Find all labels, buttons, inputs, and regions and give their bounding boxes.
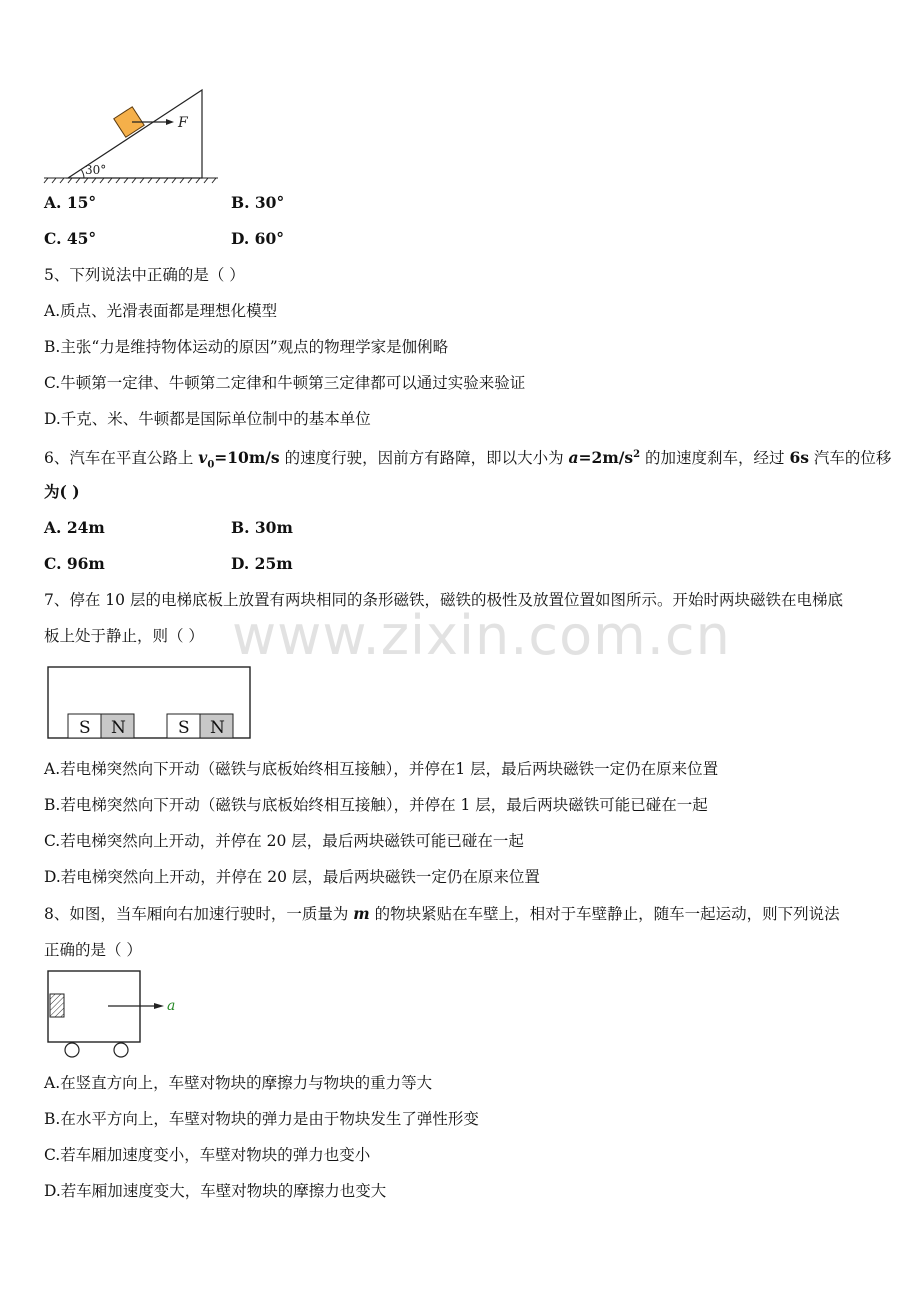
q8-stem-line2: 正确的是（ ） (44, 941, 142, 959)
q7-option-d: D.若电梯突然向上开动，并停在 20 层，最后两块磁铁一定仍在原来位置 (44, 868, 540, 886)
elevator-figure (46, 665, 254, 741)
force-label: F (178, 115, 188, 131)
q7-option-a: A.若电梯突然向下开动（磁铁与底板始终相互接触），并停在1 层，最后两块磁铁一定仍在原来位置 (44, 760, 719, 778)
q8-stem-line1: 8、如图，当车厢向右加速行驶时，一质量为 m 的物块紧贴在车壁上，相对于车壁静止，随车一起运动，则下列说法 (44, 904, 840, 923)
magnet-left (68, 714, 134, 738)
wheel-right (114, 1043, 128, 1057)
q6-option-c: C. 96m (44, 554, 105, 573)
q5-option-d: D.千克、米、牛顿都是国际单位制中的基本单位 (44, 410, 371, 428)
q8-option-c: C.若车厢加速度变小，车壁对物块的弹力也变小 (44, 1146, 371, 1164)
cart-figure (46, 969, 186, 1061)
q7-option-b: B.若电梯突然向下开动（磁铁与底板始终相互接触），并停在 1 层，最后两块磁铁可能已碰在一起 (44, 796, 708, 814)
q5-stem: 5、下列说法中正确的是（ ） (44, 266, 245, 284)
q4-option-a: A. 15° (44, 193, 97, 212)
q5-option-c: C.牛顿第一定律、牛顿第二定律和牛顿第三定律都可以通过实验来验证 (44, 374, 526, 392)
q8-option-a: A.在竖直方向上，车壁对物块的摩擦力与物块的重力等大 (44, 1074, 433, 1092)
angle-label: 30° (85, 163, 107, 177)
q7-stem-line1: 7、停在 10 层的电梯底板上放置有两块相同的条形磁铁，磁铁的极性及放置位置如图所示。开始时两块磁铁在电梯底 (44, 591, 843, 609)
acceleration-arrowhead (154, 1003, 164, 1009)
force-arrowhead (166, 119, 174, 125)
magnet-left-n: N (111, 718, 126, 738)
angle-arc (82, 170, 85, 178)
q5-option-a: A.质点、光滑表面都是理想化模型 (44, 302, 278, 320)
q6-stem-line1: 6、汽车在平直公路上 $v_0=10m/s$ 的速度行驶，因前方有路障，即以大小为 $a=2m/s^2$ 的加速度刹车，经过 6s 汽车的位移 (44, 448, 892, 471)
watermark: www.zixin.com.cn (232, 604, 731, 667)
q4-option-c: C. 45° (44, 229, 97, 248)
q6-option-b: B. 30m (231, 518, 293, 537)
q4-option-b: B. 30° (231, 193, 285, 212)
q8-option-b: B.在水平方向上，车壁对物块的弹力是由于物块发生了弹性形变 (44, 1110, 479, 1128)
wheel-left (65, 1043, 79, 1057)
ground-hatching (44, 178, 218, 183)
q6-option-a: A. 24m (44, 518, 105, 537)
q6-stem-line2: 为( ) (44, 482, 80, 501)
acceleration-label: a (167, 998, 176, 1014)
block-on-wall (50, 994, 64, 1017)
q8-option-d: D.若车厢加速度变大，车壁对物块的摩擦力也变大 (44, 1182, 387, 1200)
incline-figure (40, 84, 225, 186)
magnet-right-s: S (178, 718, 190, 738)
q6-option-d: D. 25m (231, 554, 293, 573)
q5-option-b: B.主张“力是维持物体运动的原因”观点的物理学家是伽俐略 (44, 338, 449, 356)
q7-stem-line2: 板上处于静止，则（ ） (44, 627, 204, 645)
magnet-right-n: N (210, 718, 225, 738)
q4-option-d: D. 60° (231, 229, 285, 248)
magnet-left-s: S (79, 718, 91, 738)
magnet-right (167, 714, 233, 738)
q7-option-c: C.若电梯突然向上开动，并停在 20 层，最后两块磁铁可能已碰在一起 (44, 832, 524, 850)
